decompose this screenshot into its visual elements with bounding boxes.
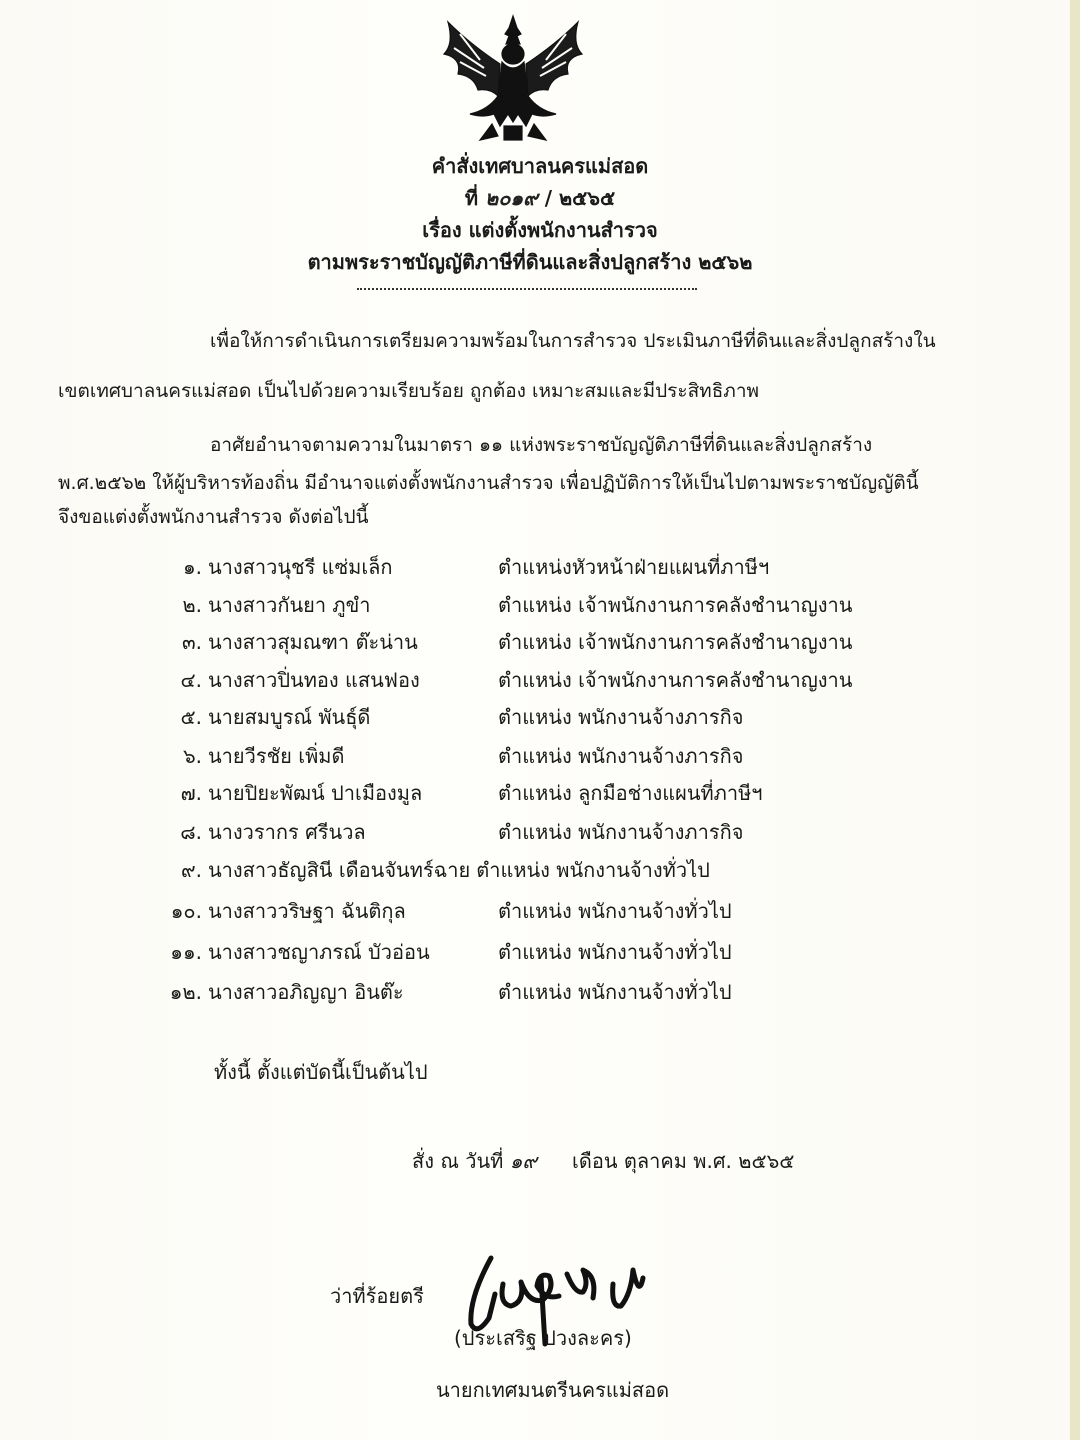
order-date	[412, 1145, 794, 1177]
appointee-position: ตำแหน่ง เจ้าพนักงานการคลังชำนาญงาน	[498, 668, 853, 692]
appointee-name: นางสาวชญาภรณ์ บัวอ่อน	[208, 940, 430, 964]
appointee-number: ๔.	[180, 668, 202, 692]
appointee-position: ตำแหน่ง พนักงานจ้างทั่วไป	[498, 899, 732, 923]
appointee-position: ตำแหน่ง พนักงานจ้างภารกิจ	[498, 820, 744, 844]
appointee-name: นางสาวกันยา ภูขำ	[208, 593, 371, 617]
list-item	[150, 854, 710, 886]
paragraph-2-line-2: พ.ศ.๒๕๖๒ ให้ผู้บริหารท้องถิ่น มีอำนาจแต่งตั้งพนักงานสำรวจ เพื่อปฏิบัติการให้เป็นไปตามพระราชบัญญัตินี้	[58, 472, 919, 494]
list-item	[150, 589, 852, 621]
order-date-rest: เดือน ตุลาคม พ.ศ. ๒๕๖๕	[572, 1149, 795, 1173]
appointee-name: นายวีรชัย เพิ่มดี	[208, 744, 345, 768]
appointee-position: ตำแหน่ง เจ้าพนักงานการคลังชำนาญงาน	[498, 630, 853, 654]
appointee-position: ตำแหน่ง เจ้าพนักงานการคลังชำนาญงาน	[498, 593, 853, 617]
appointee-name: นายปิยะพัฒน์ ปาเมืองมูล	[208, 781, 423, 805]
list-item	[150, 626, 852, 658]
appointee-position: ตำแหน่ง พนักงานจ้างทั่วไป	[498, 940, 732, 964]
list-item	[150, 895, 732, 927]
appointee-position: ตำแหน่ง พนักงานจ้างภารกิจ	[498, 705, 744, 729]
appointee-position: ตำแหน่ง พนักงานจ้างทั่วไป	[476, 858, 710, 882]
appointee-name: นายสมบูรณ์ พันธุ์ดี	[208, 705, 371, 729]
appointee-position: ตำแหน่ง พนักงานจ้างทั่วไป	[498, 980, 732, 1004]
appointee-number: ๕.	[180, 705, 202, 729]
appointee-name: นางสาวธัญสินี เดือนจันทร์ฉาย	[208, 858, 471, 882]
list-item	[150, 740, 743, 772]
order-subject: เรื่อง แต่งตั้งพนักงานสำรวจ	[422, 218, 658, 242]
appointee-number: ๑๒.	[169, 980, 202, 1004]
appointee-position: ตำแหน่ง ลูกมือช่างแผนที่ภาษีฯ	[498, 781, 763, 805]
signatory-rank: ว่าที่ร้อยตรี	[330, 1284, 424, 1308]
appointee-number: ๖.	[182, 744, 202, 768]
list-item	[150, 777, 763, 809]
appointee-number: ๗.	[180, 781, 202, 805]
appointee-number: ๑๑.	[170, 940, 202, 964]
order-title: คำสั่งเทศบาลนครแม่สอด	[431, 154, 649, 178]
appointee-number: ๑.	[182, 555, 202, 579]
list-item	[150, 664, 852, 696]
paragraph-2-line-1: อาศัยอำนาจตามความในมาตรา ๑๑ แห่งพระราชบัญญัติภาษีที่ดินและสิ่งปลูกสร้าง	[210, 434, 873, 456]
signatory-title: นายกเทศมนตรีนครแม่สอด	[436, 1378, 670, 1402]
appointee-number: ๑๐.	[170, 899, 202, 923]
order-subject-line2: ตามพระราชบัญญัติภาษีที่ดินและสิ่งปลูกสร้าง ๒๕๖๒	[307, 250, 753, 274]
paragraph-1-line-2: เขตเทศบาลนครแม่สอด เป็นไปด้วยความเรียบร้อย ถูกต้อง เหมาะสมและมีประสิทธิภาพ	[58, 380, 760, 402]
appointee-name: นางสาวอภิญญา อินต๊ะ	[208, 980, 404, 1004]
appointee-number: ๓.	[181, 630, 202, 654]
list-item	[150, 816, 743, 848]
order-date-day-handwritten: ๑๙	[509, 1149, 538, 1173]
order-date-prefix: สั่ง ณ วันที่	[412, 1149, 504, 1173]
list-item	[150, 936, 732, 968]
appointee-name: นางสาวปิ่นทอง แสนฟอง	[208, 668, 420, 692]
appointee-name: นางวรากร ศรีนวล	[208, 820, 366, 844]
list-item	[150, 551, 769, 583]
appointee-name: นางสาวนุชรี แซ่มเล็ก	[208, 555, 393, 579]
list-item	[150, 976, 732, 1008]
paragraph-1-line-1: เพื่อให้การดำเนินการเตรียมความพร้อมในการสำรวจ ประเมินภาษีที่ดินและสิ่งปลูกสร้างใน	[210, 330, 936, 352]
appointee-number: ๙.	[180, 858, 202, 882]
separator-dotted-line	[357, 288, 697, 290]
closing-text: ทั้งนี้ ตั้งแต่บัดนี้เป็นต้นไป	[214, 1060, 428, 1084]
appointee-position: ตำแหน่งหัวหน้าฝ่ายแผนที่ภาษีฯ	[498, 555, 770, 579]
order-number-prefix: ที่	[464, 186, 479, 210]
order-number-handwritten: ๒๐๑๙	[485, 186, 538, 210]
order-number	[0, 182, 1080, 214]
appointee-name: นางสาวสุมณฑา ต๊ะน่าน	[208, 630, 418, 654]
appointee-name: นางสาววริษฐา ฉันติกุล	[208, 899, 406, 923]
order-number-suffix: / ๒๕๖๕	[544, 186, 616, 210]
appointee-number: ๘.	[180, 820, 202, 844]
paragraph-2-line-3: จึงขอแต่งตั้งพนักงานสำรวจ ดังต่อไปนี้	[58, 506, 369, 528]
signatory-name: (ประเสริฐ ปวงละคร)	[454, 1326, 632, 1350]
appointee-number: ๒.	[182, 593, 202, 617]
appointee-position: ตำแหน่ง พนักงานจ้างภารกิจ	[498, 744, 744, 768]
list-item	[150, 701, 743, 733]
garuda-emblem-icon	[440, 14, 586, 146]
